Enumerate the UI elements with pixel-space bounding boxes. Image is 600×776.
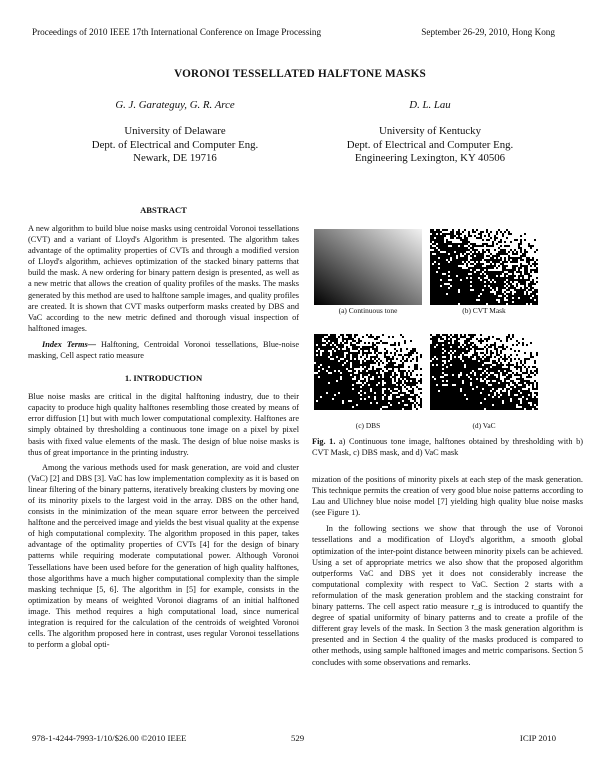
page-number: 529 (291, 733, 305, 743)
right-paragraph-2: In the following sections we show that through the use of Voronoi tessellations and a modification of Lloyd's algorithm, a smooth global optimization of the inter-point distance between minority pixels can be achieved. Using a set of appropriate metrics we also show that the proposed algorithm outperforms VaC and DBS yet it does not considerably increase the computational complexity with respect to VaC. Section 2 starts with a reformulation of the mask generation problem and the stacking constraint for binary patterns. The cell aspect ratio measure r_g is introduced to quantify the degree of spatial uniformity of binary patterns and to create a profile of the different gray levels of the mask. In Section 3 the mask generation algorithm is presented and in Section 4 the quality of the masks produced is compared to other methods, using sample halftoned images and metric comparisons. Section 5 concludes with some observations and remarks. (312, 524, 583, 667)
cvt-halftone-image (430, 229, 538, 305)
paper-title: VORONOI TESSELLATED HALFTONE MASKS (174, 68, 426, 80)
caption-a: (a) Continuous tone (338, 306, 398, 315)
right-column (312, 474, 583, 668)
figure-caption-text: a) Continuous tone image, halftones obtained by thresholding with b) CVT Mask, c) DBS mask, and d) VaC mask (312, 437, 583, 458)
affiliation-line: Dept. of Electrical and Computer Eng. (346, 138, 514, 151)
authors-left: G. J. Garateguy, G. R. Arce (115, 99, 235, 111)
affiliation-right (325, 125, 535, 166)
footer-copyright: 978-1-4244-7993-1/10/$26.00 ©2010 IEEE (32, 733, 187, 743)
continuous-tone-image (314, 229, 422, 305)
figure-dbs (314, 334, 422, 410)
caption-b: (b) CVT Mask (462, 306, 506, 315)
affiliation-line: Dept. of Electrical and Computer Eng. (91, 138, 259, 151)
figure-vac (430, 334, 538, 410)
right-paragraph-1: mization of the positions of minority pixels at each step of the mask generation. This technique permits the creation of very good blue noise patterns according to Lau and Ulichney blue noise model [7] yielding high quality blue noise masks (see Figure 1). (312, 475, 583, 518)
dbs-halftone-image (314, 334, 422, 410)
index-terms-label: Index Terms— (42, 339, 97, 349)
authors-right: D. L. Lau (409, 99, 451, 111)
index-terms (28, 339, 299, 361)
affiliation-line: University of Kentucky (379, 125, 481, 137)
footer-conference: ICIP 2010 (519, 733, 556, 743)
header-conference: Proceedings of 2010 IEEE 17th International Conference on Image Processing (32, 27, 322, 37)
caption-d: (d) VaC (472, 421, 496, 430)
figure-cvt-mask (430, 229, 538, 305)
figure-caption (312, 436, 583, 458)
intro-paragraph-2: Among the various methods used for mask generation, are void and cluster (VaC) [2] and DBS [3]. VaC has low implementation complexity as it is based on linear filtering of the binary patterns, iteratively breaking clusters by moving one of its minority pixels to the largest void in the array. DBS on the other hand, consists in the minimization of the mean square error between the perceived halftone and the perceived image and yields the best visual quality at the expense of high computational complexity. The algorithm proposed in this paper, takes advantage of the optimality properties of CVTs [4] for the design of binary patterns while requiring moderate computational power. Although Voronoi Tessellations have been used before for the generation of high quality halftones, those algorithms have a much higher computational complexity than the simple masking technique [5, 6]. The algorithm in [5] for example, consists in the optimization by means of weighted Voronoi diagrams of an initial halftoned image. This method requires a high computational load, since numerical integration is required for the calculation of the centroids of weighted Voronoi cells. The algorithm proposed here in contrast, uses regular Voronoi tessellations to perform a global opti- (28, 462, 299, 650)
header-date: September 26-29, 2010, Hong Kong (421, 27, 555, 37)
affiliation-line: University of Delaware (124, 125, 226, 137)
abstract-text: A new algorithm to build blue noise masks using centroidal Voronoi tessellations (CVT) and a variant of Lloyd's Algorithm is presented. The algorithm takes advantage of the optimality properties of CVTs and through a modified version of Lloyd's algorithm, achieves optimization of the stacked binary patterns that build the mask. A new ordering for binary pattern design is presented, as well as a new metric that allows the creation of quality profiles of the masks. The masks generated by this method are used to halftone sample images, and quality profiles are created. It is shown that CVT masks outperform masks created by DBS and VaC according to the new metric defined and thorough visual inspection of halftoned images. (28, 224, 299, 333)
caption-c: (c) DBS (355, 421, 381, 430)
intro-heading: 1. INTRODUCTION (124, 373, 203, 384)
intro-paragraph-1: Blue noise masks are critical in the digital halftoning industry, due to their capacity to produce high quality halftones resembling those created by means of error diffusion [1] but with much lower computational complexity. Halftones are simply obtained by thresholding a continuous tone image on a pixel by pixel basis with fixed value elements of the mask. The design of blue noise masks is thus of great importance in the printing industry. (28, 392, 299, 457)
affiliation-line: Engineering Lexington, KY 40506 (354, 152, 506, 164)
vac-halftone-image (430, 334, 538, 410)
figure-label: Fig. 1. (312, 437, 336, 446)
affiliation-left (55, 125, 295, 166)
figure-continuous-tone (314, 229, 422, 305)
abstract-heading: ABSTRACT (140, 205, 187, 215)
index-terms-text: Halftoning, Centroidal Voronoi tessellations, Blue-noise masking, Cell aspect ratio measure (28, 339, 299, 361)
affiliation-line: Newark, DE 19716 (133, 152, 217, 164)
left-column (28, 205, 299, 650)
